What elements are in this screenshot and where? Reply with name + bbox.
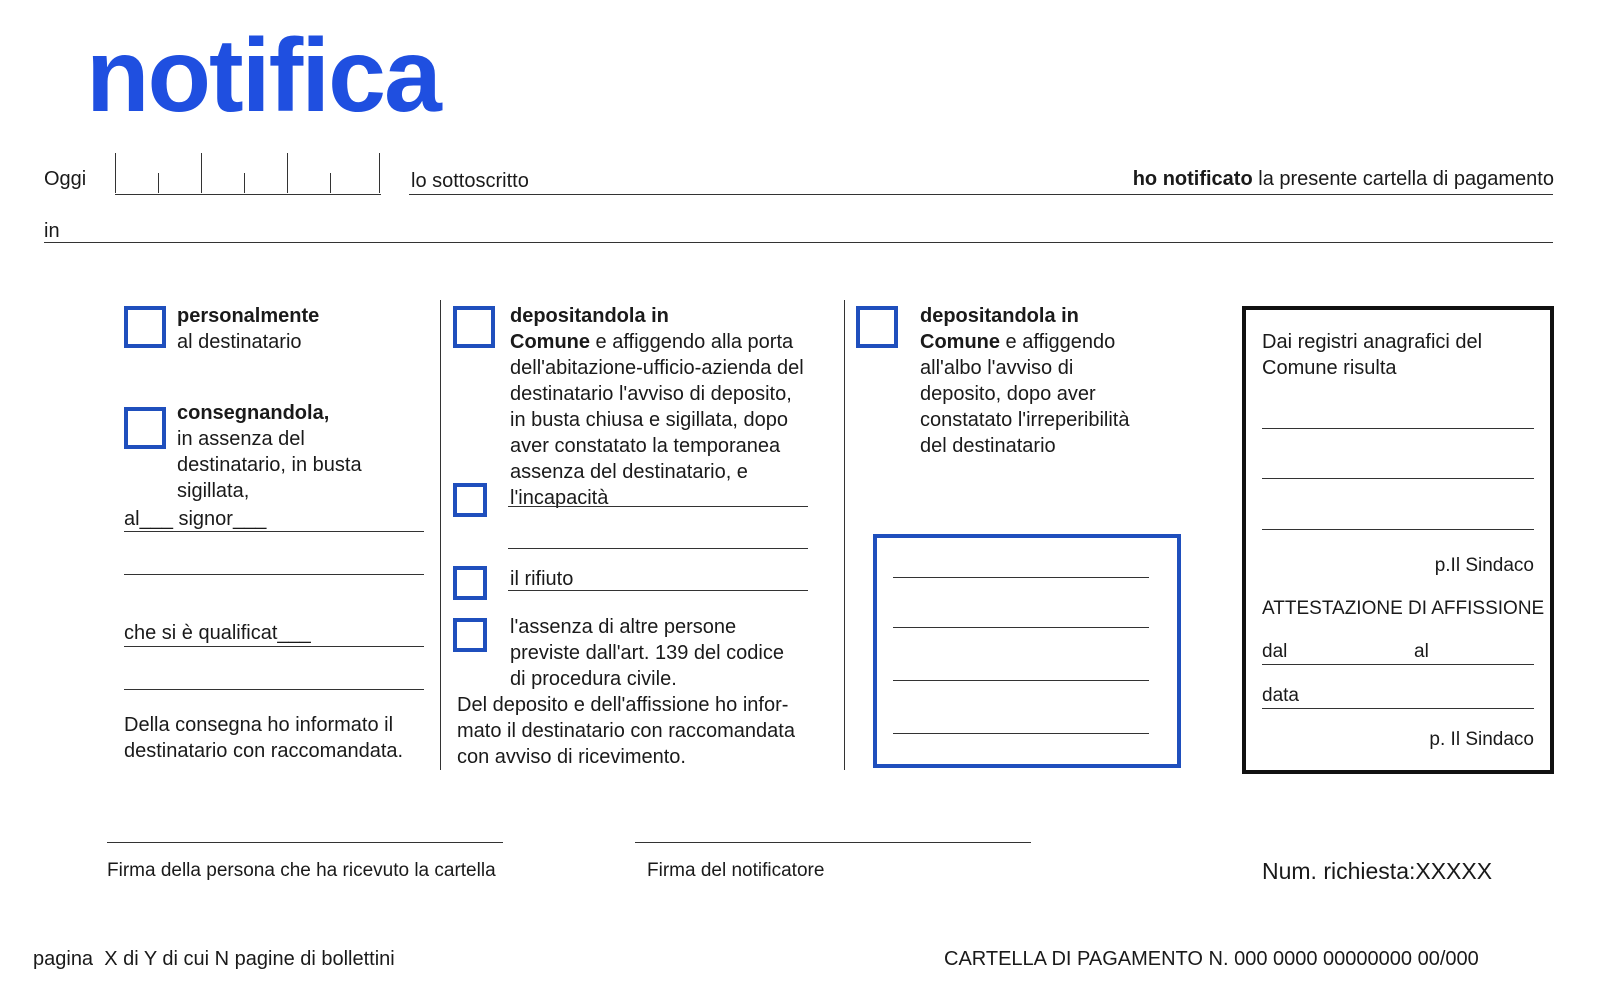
deposito-albo-bold: depositandola in <box>920 305 1079 327</box>
checkbox-incapacita[interactable] <box>453 483 487 517</box>
attestazione-heading: ATTESTAZIONE DI AFFISSIONE <box>1262 598 1545 619</box>
oggi-label: Oggi <box>44 168 87 190</box>
qualificat-line-2[interactable] <box>124 689 424 690</box>
pagina-label: pagina <box>33 948 94 970</box>
personalmente-text: al destinatario <box>177 331 302 353</box>
col2-informed-line3: con avviso di ricevimento. <box>457 746 686 768</box>
deposito-porta-rest: e affiggendo alla porta <box>590 331 794 353</box>
sindaco-label-2: p. Il Sindaco <box>1429 729 1534 750</box>
incapacita-label: l'incapacità <box>510 487 609 509</box>
deposito-porta-line3: destinatario l'avviso di deposito, <box>510 383 792 405</box>
assenza-line3: di procedura civile. <box>510 668 677 690</box>
notes-line-1[interactable] <box>893 577 1149 578</box>
registry-line2: Comune risulta <box>1262 357 1397 379</box>
registry-line1: Dai registri anagrafici del <box>1262 331 1483 353</box>
deposito-albo-line3: deposito, dopo aver <box>920 383 1096 405</box>
data-label: data <box>1262 685 1299 706</box>
option-assenza <box>510 614 784 692</box>
checkbox-assenza[interactable] <box>453 618 487 652</box>
option-personalmente <box>177 303 319 355</box>
data-line[interactable] <box>1262 708 1534 709</box>
signor-line[interactable] <box>124 531 424 532</box>
incapacita-line[interactable] <box>508 506 808 507</box>
date-input-boxes[interactable] <box>115 153 381 195</box>
notes-line-2[interactable] <box>893 627 1149 628</box>
deposito-porta-line6: assenza del destinatario, e <box>510 461 748 483</box>
consegnandola-line3: sigillata, <box>177 480 250 502</box>
col1-informed-text <box>124 712 403 764</box>
notifier-signature-line[interactable] <box>635 842 1031 843</box>
deposito-porta-line5: aver constatato la temporanea <box>510 435 781 457</box>
col1-informed-line1: Della consegna ho informato il <box>124 714 394 736</box>
option-deposito-porta <box>510 303 804 511</box>
notificato-text <box>1133 166 1554 192</box>
consegnandola-bold: consegnandola, <box>177 402 330 424</box>
personalmente-bold: personalmente <box>177 305 320 327</box>
col2-informed-line1: Del deposito e dell'affissione ho infor- <box>457 694 789 716</box>
page-title: notifica <box>86 18 440 134</box>
dal-label: dal <box>1262 641 1288 662</box>
assenza-line2: previste dall'art. 139 del codice <box>510 642 784 664</box>
checkbox-consegnandola[interactable] <box>124 407 166 449</box>
notificato-bold: ho notificato <box>1132 168 1253 190</box>
checkbox-deposito-porta[interactable] <box>453 306 495 348</box>
notifier-signature-label: Firma del notificatore <box>647 860 825 881</box>
pagination <box>33 946 395 972</box>
recipient-signature-line[interactable] <box>107 842 503 843</box>
incapacita-line-2[interactable] <box>508 548 808 549</box>
deposito-albo-comune: Comune <box>920 331 1000 353</box>
in-label: in <box>44 220 60 242</box>
al-label: al <box>1414 641 1429 662</box>
rifiuto-line[interactable] <box>508 590 808 591</box>
rifiuto-label: il rifiuto <box>510 568 574 590</box>
col1-informed-line2: destinatario con raccomandata. <box>124 740 404 762</box>
checkbox-rifiuto[interactable] <box>453 566 487 600</box>
sottoscritto-label: lo sottoscritto <box>411 170 529 192</box>
col2-informed-line2: mato il destinatario con raccomandata <box>457 720 795 742</box>
assenza-line1: l'assenza di altre persone <box>510 616 737 638</box>
col2-informed-text <box>457 692 795 770</box>
column-divider <box>844 300 845 770</box>
registry-entry-line-3[interactable] <box>1262 529 1534 530</box>
option-deposito-albo <box>920 303 1129 459</box>
al-signor-label: al___ signor___ <box>124 508 267 530</box>
cartella-number: CARTELLA DI PAGAMENTO N. 000 0000 00000000 00/000 <box>944 948 1479 970</box>
registry-text <box>1262 329 1482 381</box>
pagina-text: X di Y di cui N pagine di bollettini <box>104 948 395 970</box>
registry-entry-line-2[interactable] <box>1262 478 1534 479</box>
request-number: Num. richiesta:XXXXX <box>1262 858 1493 884</box>
address-line[interactable] <box>44 242 1553 243</box>
checkbox-deposito-albo[interactable] <box>856 306 898 348</box>
notificato-rest: la presente cartella di pagamento <box>1252 168 1554 190</box>
deposito-albo-line2: all'albo l'avviso di <box>920 357 1074 379</box>
deposito-porta-line2: dell'abitazione-ufficio-azienda del <box>510 357 804 379</box>
deposito-albo-line4: constatato l'irreperibilità <box>920 409 1130 431</box>
deposito-porta-bold: depositandola in <box>510 305 669 327</box>
recipient-signature-label: Firma della persona che ha ricevuto la cartella <box>107 860 496 881</box>
signor-line-2[interactable] <box>124 574 424 575</box>
deposito-albo-line5: del destinatario <box>920 435 1056 457</box>
deposito-porta-line4: in busta chiusa e sigillata, dopo <box>510 409 788 431</box>
consegnandola-line1: in assenza del <box>177 428 305 450</box>
registry-entry-line-1[interactable] <box>1262 428 1534 429</box>
sindaco-label-1: p.Il Sindaco <box>1434 555 1534 576</box>
deposito-porta-comune: Comune <box>510 331 590 353</box>
consegnandola-line2: destinatario, in busta <box>177 454 362 476</box>
sottoscritto-line[interactable] <box>409 194 1553 195</box>
notes-line-3[interactable] <box>893 680 1149 681</box>
dal-al-line[interactable] <box>1262 664 1534 665</box>
qualificat-line[interactable] <box>124 646 424 647</box>
notes-line-4[interactable] <box>893 733 1149 734</box>
deposito-albo-rest: e affiggendo <box>1000 331 1116 353</box>
option-consegnandola <box>177 400 362 504</box>
checkbox-personalmente[interactable] <box>124 306 166 348</box>
qualificat-label: che si è qualificat___ <box>124 622 311 644</box>
column-divider <box>440 300 441 770</box>
